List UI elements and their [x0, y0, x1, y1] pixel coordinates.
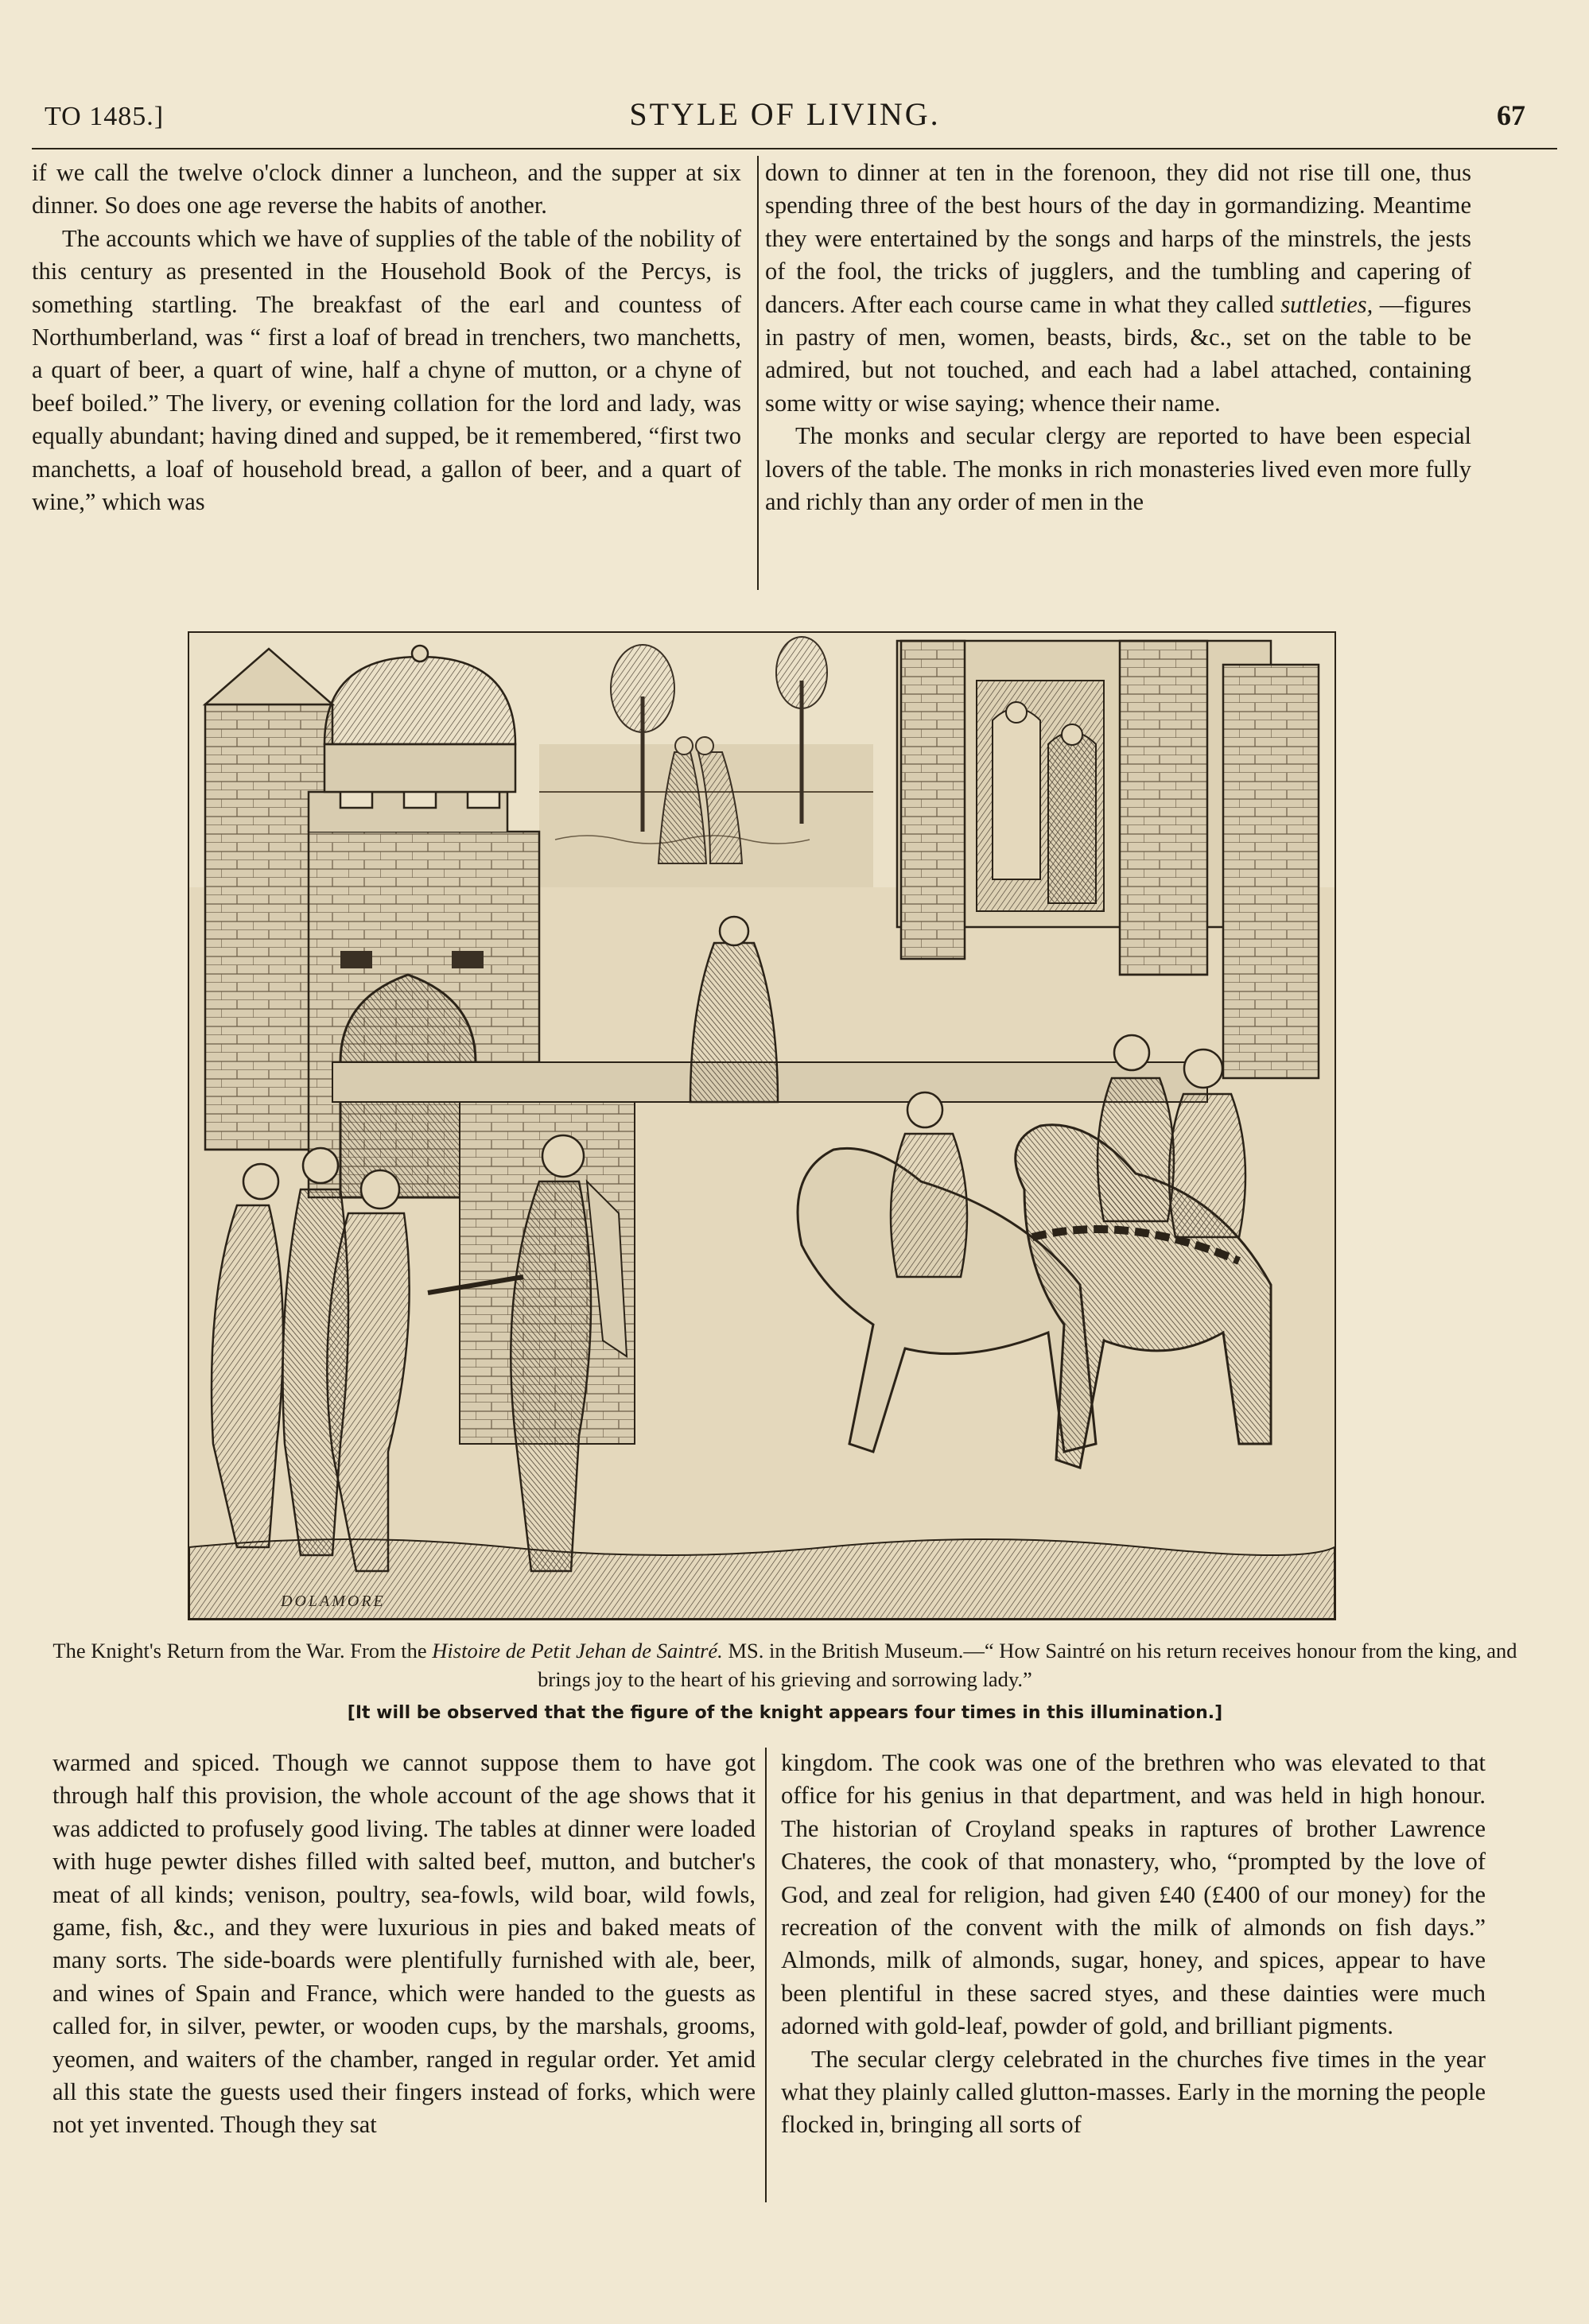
caption-note: [It will be observed that the figure of the knight appears four times in this illumination.] — [347, 1703, 1223, 1723]
page-number: 67 — [1497, 99, 1525, 131]
running-head — [45, 95, 1525, 135]
suttleties-term: suttleties, — [1280, 290, 1373, 318]
column-divider — [757, 156, 759, 590]
paragraph: warmed and spiced. Though we cannot suppose them to have got through half this provision, the whole account of the age shows that it was addicted to profusely good living. The tables at dinner were loaded with huge pewter dishes filled with salted beef, mutton, and butcher's meat of all kinds; venison, poultry, sea-fowls, wild boar, wild fowls, game, fish, &c., and they were luxurious in pies and baked meats of many sorts. The side-boards were plentifully furnished with ale, beer, and wines of Spain and France, which were handed to the guests as called for, in silver, pewter, or wooden cups, by the marshals, grooms, yeomen, and waiters of the chamber, ranged in regular order. Yet amid all this state the guests used their fingers instead of forks, which were not yet invented. Though they sat — [52, 1749, 756, 2139]
paragraph: The monks and secular clergy are reported to have been especial lovers of the table. The monks in rich monasteries lived even more fully and richly than any order of men in the — [765, 422, 1471, 516]
column-divider — [765, 1748, 767, 2202]
paragraph: kingdom. The cook was one of the brethren who was elevated to that office for his genius in that department, and was held in high honour. The historian of Croyland speaks in raptures of brother Lawrence Chateres, the cook of that monastery, who, “prompted by the love of God, and zeal for religion, had given £40 (£400 of our money) for the recreation of the convent with the milk of almonds on fish days.” Almonds, milk of almonds, sugar, honey, and spices, appear to have been plentiful in these sacred styes, and these dainties were much adorned with gold-leaf, powder of gold, and brilliant pigments. — [781, 1749, 1486, 2040]
running-head-title: STYLE OF LIVING. — [629, 96, 941, 132]
bottom-left-column — [52, 1747, 756, 2142]
paragraph: The accounts which we have of supplies of the table of the nobility of this century as presented in the Household Book of the Percys, is something startling. The breakfast of the earl and countess of Northumberland, was “ first a loaf of bread in trenchers, two manchetts, a quart of beer, a quart of wine, half a chyne of mutton, or a chyne of beef boiled.” The livery, or evening collation for the lord and lady, was equally abundant; having dined and supped, be it remembered, “first two manchetts, a loaf of household bread, a gallon of beer, and a quart of wine,” which was — [32, 224, 741, 516]
engraver-signature: DOLAMORE — [281, 1593, 386, 1610]
knights-return-engraving — [189, 633, 1335, 1619]
paragraph: The secular clergy celebrated in the churches five times in the year what they plainly called glutton-masses. Early in the morning the people flocked in, bringing all sorts of — [781, 2045, 1486, 2139]
header-rule — [32, 148, 1557, 149]
paragraph-text: —figures in pastry of men, women, beasts, birds, &c., set on the table to be admired, but not touched, and each had a label attached, containing some witty or wise saying; whence their name. — [765, 290, 1471, 417]
paragraph-text: down to dinner at ten in the forenoon, they did not rise till one, thus spending three of the best hours of the day in gormandizing. Meantime they were entertained by the songs and harps of the minstrels, the jests of the fool, the tricks of jugglers, and the tumbling and capering of dancers. After each course came in what they called — [765, 159, 1471, 318]
caption-text: MS. in the British Museum.—“ How Saintré on his return receives honour from the king, and brings joy to the heart of his grieving and sorrowing lady.” — [538, 1639, 1517, 1691]
engraving-illustration — [188, 631, 1336, 1620]
paragraph — [765, 157, 1471, 420]
figure-caption — [45, 1636, 1525, 1694]
caption-source-title: Histoire de Petit Jehan de Saintré. — [432, 1639, 723, 1662]
top-right-column — [765, 157, 1471, 518]
caption-text: The Knight's Return from the War. From the — [52, 1639, 433, 1662]
running-head-date-range: TO 1485.] — [45, 102, 165, 131]
bottom-right-column — [781, 1747, 1486, 2142]
top-left-column — [32, 157, 741, 518]
paragraph: if we call the twelve o'clock dinner a luncheon, and the supper at six dinner. So does one age reverse the habits of another. — [32, 159, 741, 219]
